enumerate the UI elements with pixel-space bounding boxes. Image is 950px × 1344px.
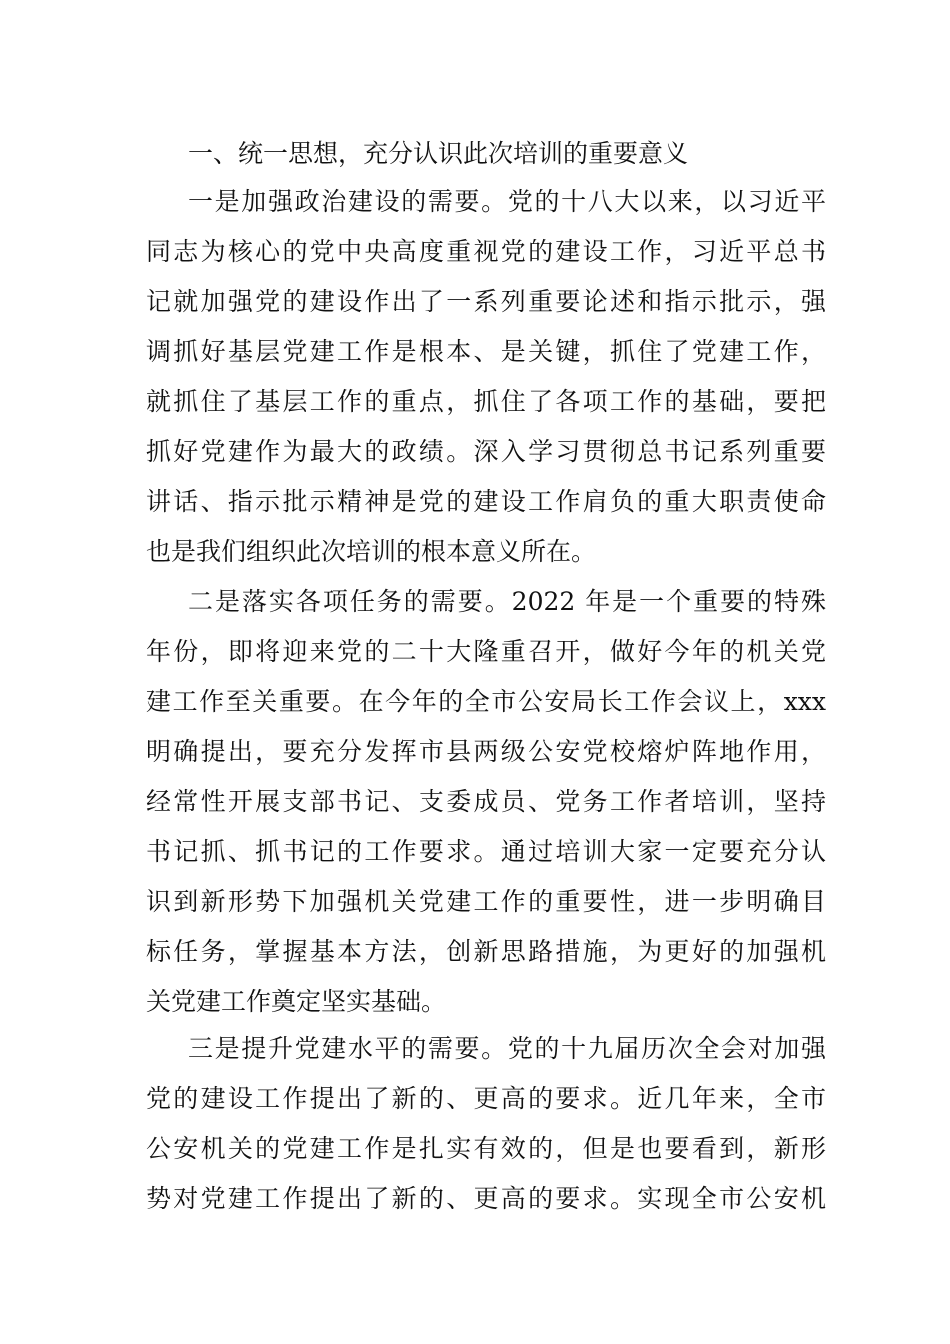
paragraph-line: 抓好党建作为最大的政绩。深入学习贯彻总书记系列重要 [146, 437, 826, 466]
paragraph-line: 就抓住了基层工作的重点，抓住了各项工作的基础，要把 [146, 387, 826, 416]
paragraph-line: 势对党建工作提出了新的、更高的要求。实现全市公安机 [146, 1184, 826, 1213]
paragraph-line: 建工作至关重要。在今年的全市公安局长工作会议上，xxx [146, 687, 826, 716]
paragraph-line: 记就加强党的建设作出了一系列重要论述和指示批示，强 [146, 287, 826, 316]
paragraph-line: 公安机关的党建工作是扎实有效的，但是也要看到，新形 [146, 1134, 826, 1163]
paragraph-line: 经常性开展支部书记、支委成员、党务工作者培训，坚持 [146, 787, 826, 816]
paragraph-line: 党的建设工作提出了新的、更高的要求。近几年来，全市 [146, 1084, 826, 1113]
paragraph-line: 书记抓、抓书记的工作要求。通过培训大家一定要充分认 [146, 837, 826, 866]
section-heading: 一、统一思想，充分认识此次培训的重要意义 [188, 139, 689, 168]
paragraph-line: 二是落实各项任务的需要。2022 年是一个重要的特殊 [188, 587, 826, 616]
paragraph-line: 也是我们组织此次培训的根本意义所在。 [146, 537, 597, 566]
paragraph-line: 调抓好基层党建工作是根本、是关键，抓住了党建工作， [146, 337, 826, 366]
paragraph-line: 识到新形势下加强机关党建工作的重要性，进一步明确目 [146, 887, 826, 916]
paragraph-tasks [146, 577, 826, 1027]
paragraph-line: 三是提升党建水平的需要。党的十九届历次全会对加强 [188, 1034, 826, 1063]
paragraph-line: 标任务，掌握基本方法，创新思路措施，为更好的加强机 [146, 937, 826, 966]
paragraph-line: 同志为核心的党中央高度重视党的建设工作，习近平总书 [146, 237, 826, 266]
paragraph-party-level [146, 1024, 826, 1224]
paragraph-line: 讲话、指示批示精神是党的建设工作肩负的重大职责使命 [146, 487, 826, 516]
paragraph-line: 一是加强政治建设的需要。党的十八大以来，以习近平 [188, 187, 826, 216]
paragraph-line: 关党建工作奠定坚实基础。 [146, 987, 447, 1016]
paragraph-line: 年份，即将迎来党的二十大隆重召开，做好今年的机关党 [146, 637, 826, 666]
paragraph-line: 明确提出，要充分发挥市县两级公安党校熔炉阵地作用， [146, 737, 826, 766]
paragraph-political-building [146, 177, 826, 577]
